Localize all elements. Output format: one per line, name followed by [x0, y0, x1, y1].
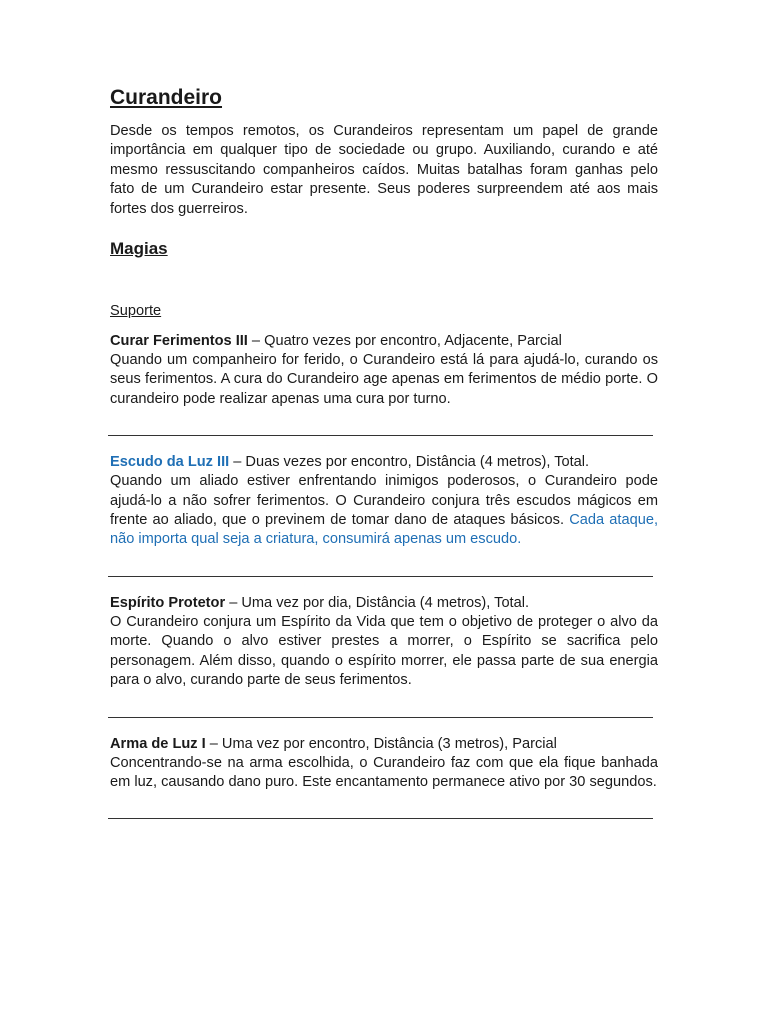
section-title-magias: Magias [110, 239, 168, 259]
spell-entry [110, 332, 658, 409]
separator-line [108, 435, 653, 436]
spell-heading [110, 332, 658, 351]
spell-description [110, 613, 658, 691]
separator-line [108, 818, 653, 819]
document-page [110, 84, 658, 819]
spell-details: – Uma vez por dia, Distância (4 metros), Total. [225, 594, 530, 611]
spell-details: – Uma vez por encontro, Distância (3 metros), Parcial [205, 735, 557, 752]
spell-description-text: Concentrando-se na arma escolhida, o Curandeiro faz com que ela fique banhada em luz, causando dano puro. Este encantamento permanece ativo por 30 segundos. [110, 754, 658, 790]
spell-heading [110, 735, 658, 754]
spell-entry [110, 594, 658, 691]
spell-entry [110, 735, 658, 793]
spell-description [110, 754, 658, 793]
spell-description [110, 351, 658, 409]
spell-description-text: O Curandeiro conjura um Espírito da Vida que tem o objetivo de proteger o alvo da morte. Quando o alvo estiver prestes a morrer, o Espírito se sacrifica pelo personagem. Além disso, quando o espírito morrer, ele passa parte de sua energia para o alvo, curando parte de seus ferimentos. [110, 613, 658, 689]
spell-description [110, 472, 658, 550]
spell-entry [110, 453, 658, 550]
spell-heading [110, 594, 658, 613]
spell-description-highlight: Cada ataque, não importa qual seja a criatura, consumirá apenas um escudo. [110, 512, 659, 548]
spell-name: Curar Ferimentos III [110, 333, 248, 350]
separator-line [108, 717, 653, 718]
spell-heading [110, 453, 658, 472]
page-title: Curandeiro [110, 86, 223, 109]
spell-name: Escudo da Luz III [110, 454, 230, 471]
spell-name: Espírito Protetor [110, 594, 226, 611]
spell-details: – Duas vezes por encontro, Distância (4 metros), Total. [229, 454, 590, 471]
separator-line [108, 576, 653, 577]
spell-name: Arma de Luz I [110, 735, 206, 752]
subsection-title-suporte: Suporte [110, 303, 162, 320]
spell-description-text: Quando um aliado estiver enfrentando inimigos poderosos, o Curandeiro pode ajudá-lo a não sofrer ferimentos. O Curandeiro conjura três escudos mágicos em frente ao aliado, que o previnem de tomar dano de ataques básicos. [110, 473, 658, 529]
spell-details: – Quatro vezes por encontro, Adjacente, Parcial [247, 333, 562, 350]
spell-description-text: Quando um companheiro for ferido, o Curandeiro está lá para ajudá-lo, curando os seus ferimentos. A cura do Curandeiro age apenas em ferimentos de médio porte. O curandeiro pode realizar apenas uma cura por turno. [110, 352, 658, 407]
intro-paragraph: Desde os tempos remotos, os Curandeiros representam um papel de grande importância em qualquer tipo de sociedade ou grupo. Auxiliando, curando e até mesmo ressuscitando companheiros caídos. Muitas batalhas foram ganhas pelo fato de um Curandeiro estar presente. Seus poderes surpreendem até aos mais fortes dos guerreiros. [110, 123, 658, 217]
